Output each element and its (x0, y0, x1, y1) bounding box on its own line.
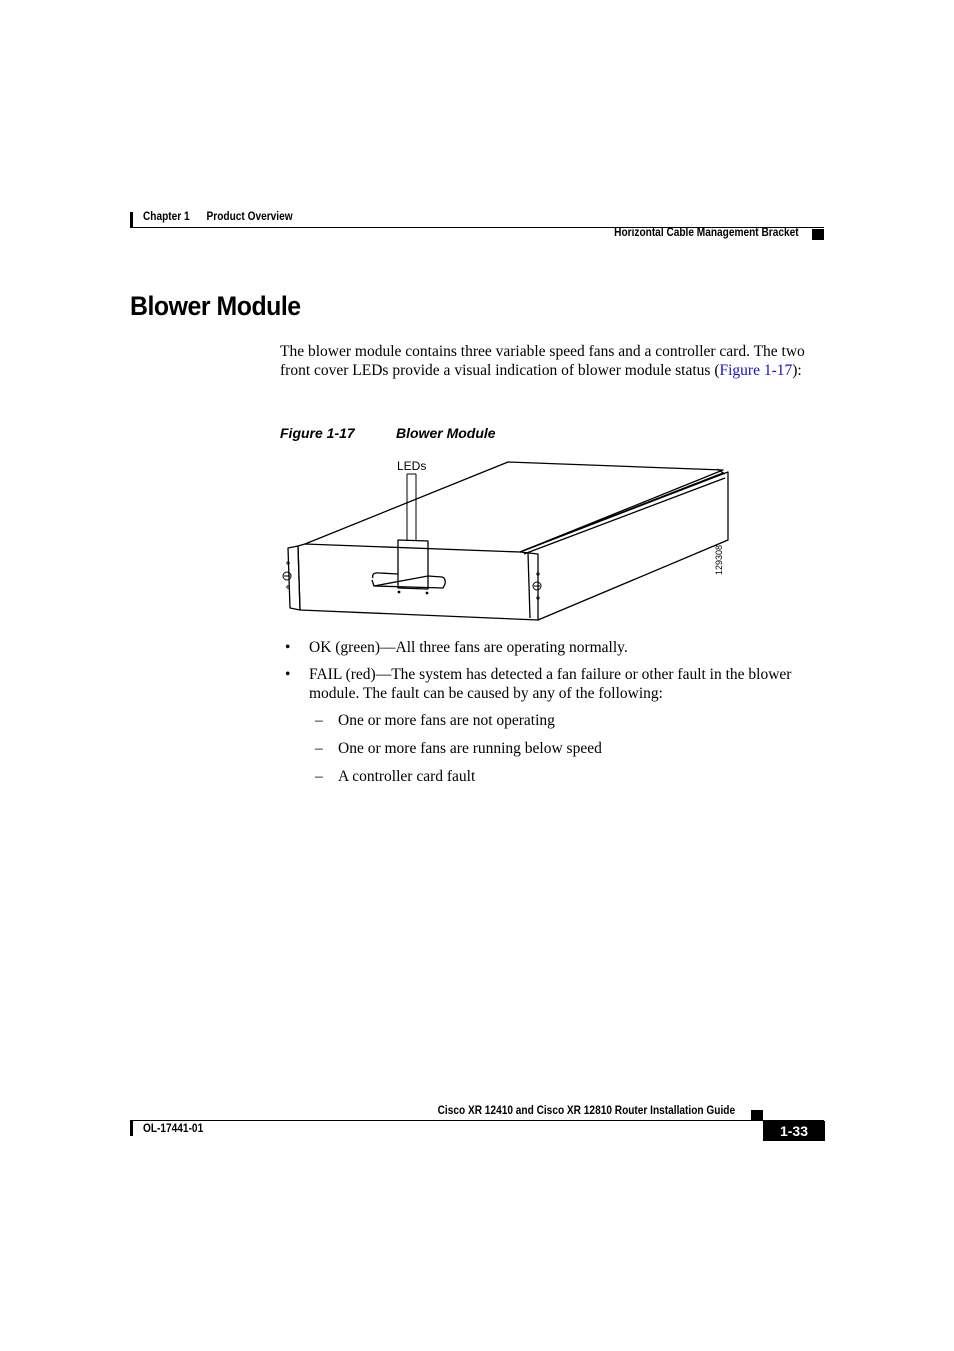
figure-title: Blower Module (396, 425, 496, 441)
sub-list-item-text: A controller card fault (338, 768, 476, 785)
list-item (285, 665, 830, 703)
footer-doc-number: OL-17441-01 (143, 1123, 204, 1135)
bullet-icon: • (285, 639, 291, 656)
intro-text: The blower module contains three variable speed fans and a controller card. The two front cover LEDs provide a visual indication of blower module status ( (280, 343, 805, 379)
figure-caption (280, 425, 496, 441)
list-item-text: FAIL (red)—The system has detected a fan failure or other fault in the blower module. The fault can be caused by any of the following: (309, 666, 792, 702)
sub-list-item-text: One or more fans are running below speed (338, 740, 602, 757)
figure-link[interactable]: Figure 1-17 (719, 362, 793, 379)
page-number: 1-33 (763, 1121, 825, 1141)
page-title: Blower Module (130, 291, 301, 321)
sub-list-item-text: One or more fans are not operating (338, 712, 555, 729)
chapter-label: Chapter 1 Product Overview (143, 211, 293, 223)
footer-guide-title: Cisco XR 12410 and Cisco XR 12810 Router Installation Guide (437, 1105, 735, 1117)
leds-callout-label: LEDs (397, 459, 427, 473)
figure-number: Figure 1-17 (280, 425, 355, 441)
sub-list-item (285, 711, 830, 730)
intro-paragraph (280, 342, 825, 380)
dash-icon: – (315, 768, 323, 785)
dash-icon: – (315, 712, 323, 729)
list-item-text: OK (green)—All three fans are operating normally. (309, 639, 628, 656)
footer-square (751, 1110, 763, 1120)
dash-icon: – (315, 740, 323, 757)
footer-rule (130, 1120, 824, 1121)
blower-module-figure (270, 450, 740, 630)
status-list (285, 638, 830, 795)
list-item (285, 638, 830, 657)
sub-list-item (285, 739, 830, 758)
bullet-icon: • (285, 666, 291, 683)
intro-text-end: ): (792, 362, 802, 379)
header-bar (130, 212, 133, 228)
art-id-label: 129308 (714, 544, 724, 575)
section-label: Horizontal Cable Management Bracket (614, 227, 799, 239)
header-square (812, 229, 824, 240)
footer-bar (130, 1121, 133, 1136)
sub-list-item (285, 767, 830, 786)
blower-module-illustration (270, 450, 740, 625)
